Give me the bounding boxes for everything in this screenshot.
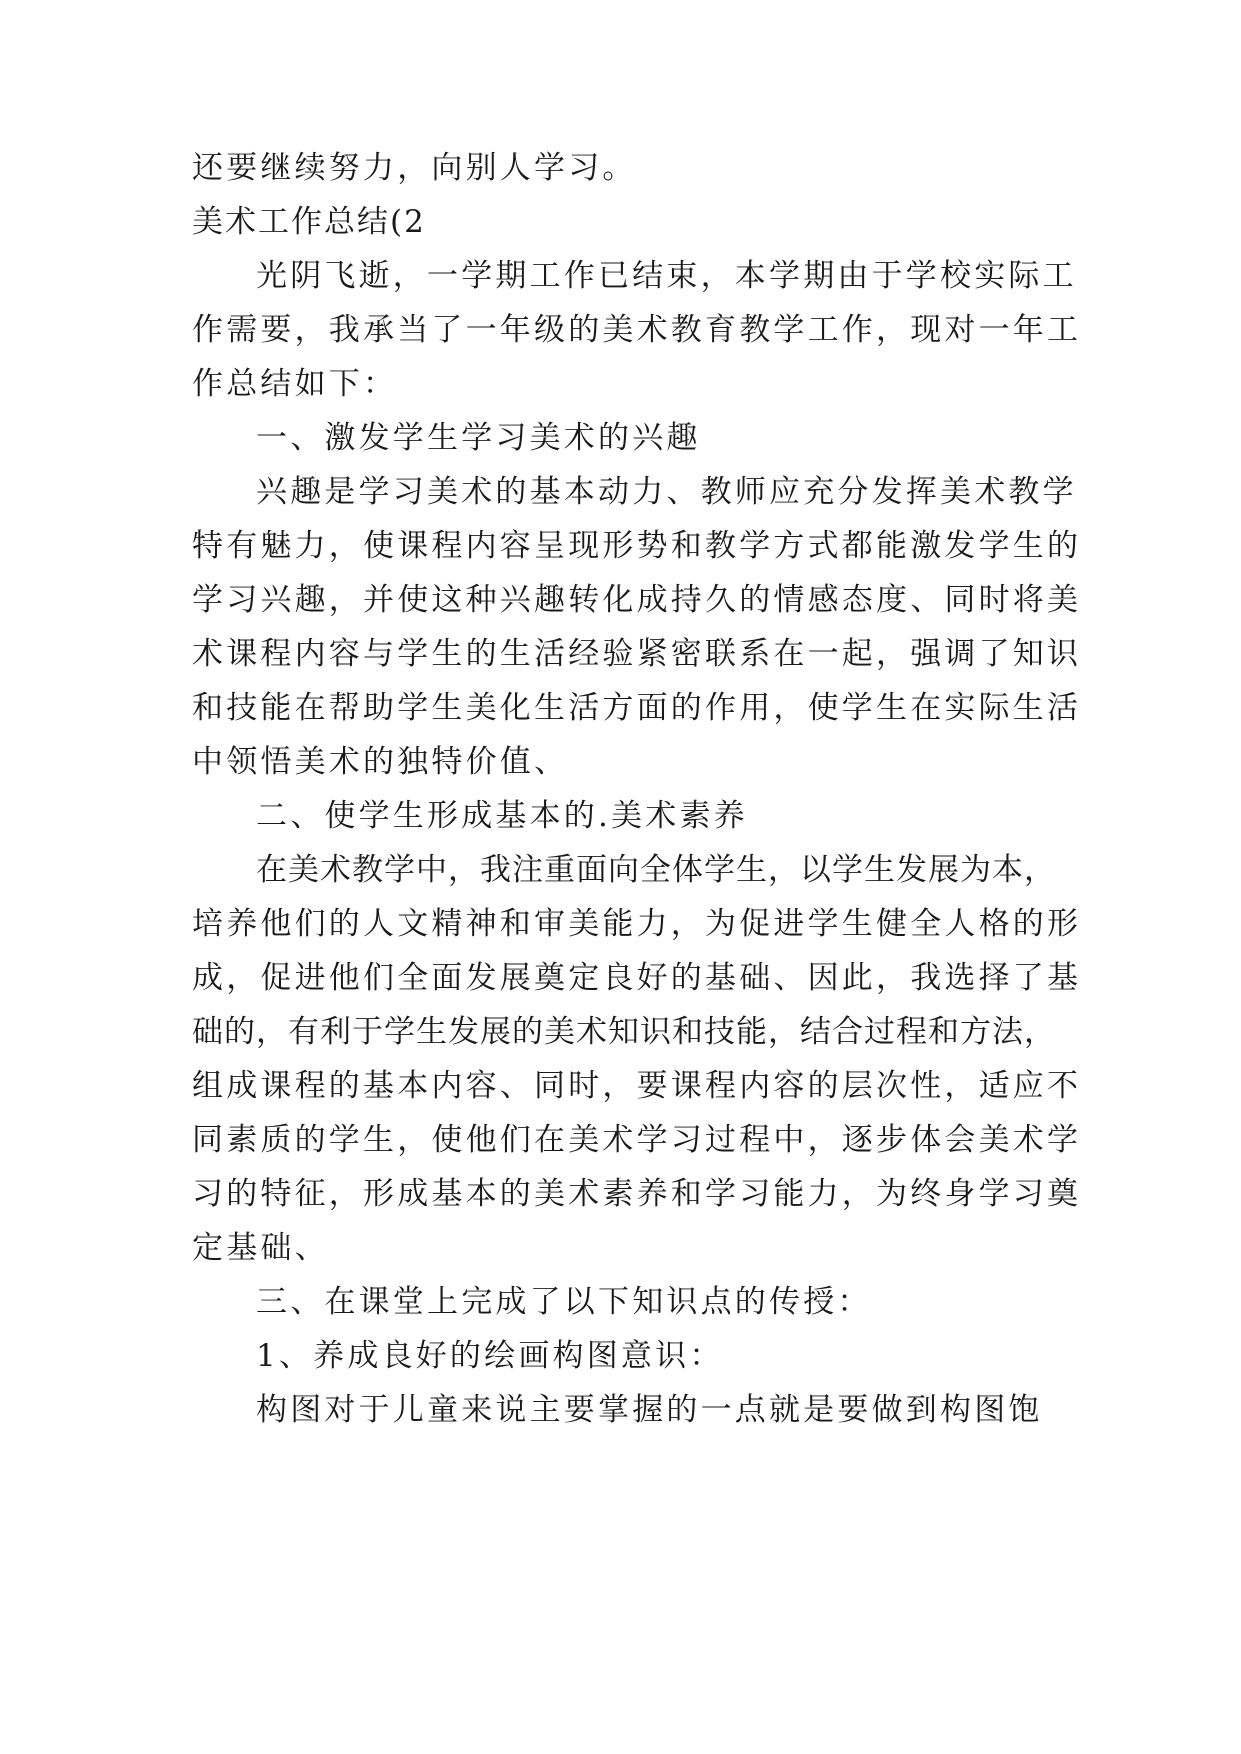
section-title: 美术工作总结(2 — [192, 204, 426, 240]
paragraph-line: 成，促进他们全面发展奠定良好的基础、因此，我选择了基 — [192, 960, 1082, 996]
text-line: 还要继续努力，向别人学习。 — [192, 150, 637, 186]
paragraph-line: 中领悟美术的独特价值、 — [192, 744, 569, 780]
paragraph-line: 和技能在帮助学生美化生活方面的作用，使学生在实际生活 — [192, 690, 1082, 726]
paragraph-line: 特有魅力，使课程内容呈现形势和教学方式都能激发学生的 — [192, 528, 1082, 564]
paragraph-line: 组成课程的基本内容、同时，要课程内容的层次性，适应不 — [192, 1068, 1082, 1104]
paragraph-line: 构图对于儿童来说主要掌握的一点就是要做到构图饱 — [256, 1392, 1043, 1428]
subheading: 三、在课堂上完成了以下知识点的传授： — [256, 1284, 872, 1320]
paragraph-line: 同素质的学生，使他们在美术学习过程中，逐步体会美术学 — [192, 1122, 1082, 1158]
paragraph-line: 培养他们的人文精神和审美能力，为促进学生健全人格的形 — [192, 906, 1082, 942]
subheading: 二、使学生形成基本的.美术素养 — [256, 798, 748, 834]
paragraph-line: 术课程内容与学生的生活经验紧密联系在一起，强调了知识 — [192, 636, 1082, 672]
paragraph-line: 兴趣是学习美术的基本动力、教师应充分发挥美术教学 — [256, 474, 1077, 510]
paragraph-line: 作需要，我承当了一年级的美术教育教学工作，现对一年工 — [192, 312, 1082, 348]
list-item-heading: 1、养成良好的绘画构图意识： — [256, 1338, 724, 1374]
paragraph-line: 础的，有利于学生发展的美术知识和技能，结合过程和方法， — [192, 1014, 1056, 1050]
paragraph-line: 定基础、 — [192, 1230, 329, 1266]
subheading: 一、激发学生学习美术的兴趣 — [256, 420, 701, 456]
paragraph-line: 习的特征，形成基本的美术素养和学习能力，为终身学习奠 — [192, 1176, 1082, 1212]
paragraph-line: 作总结如下： — [192, 366, 398, 402]
paragraph-line: 学习兴趣，并使这种兴趣转化成持久的情感态度、同时将美 — [192, 582, 1082, 618]
paragraph-line: 在美术教学中，我注重面向全体学生，以学生发展为本， — [256, 852, 1056, 888]
paragraph-line: 光阴飞逝，一学期工作已结束，本学期由于学校实际工 — [256, 258, 1077, 294]
